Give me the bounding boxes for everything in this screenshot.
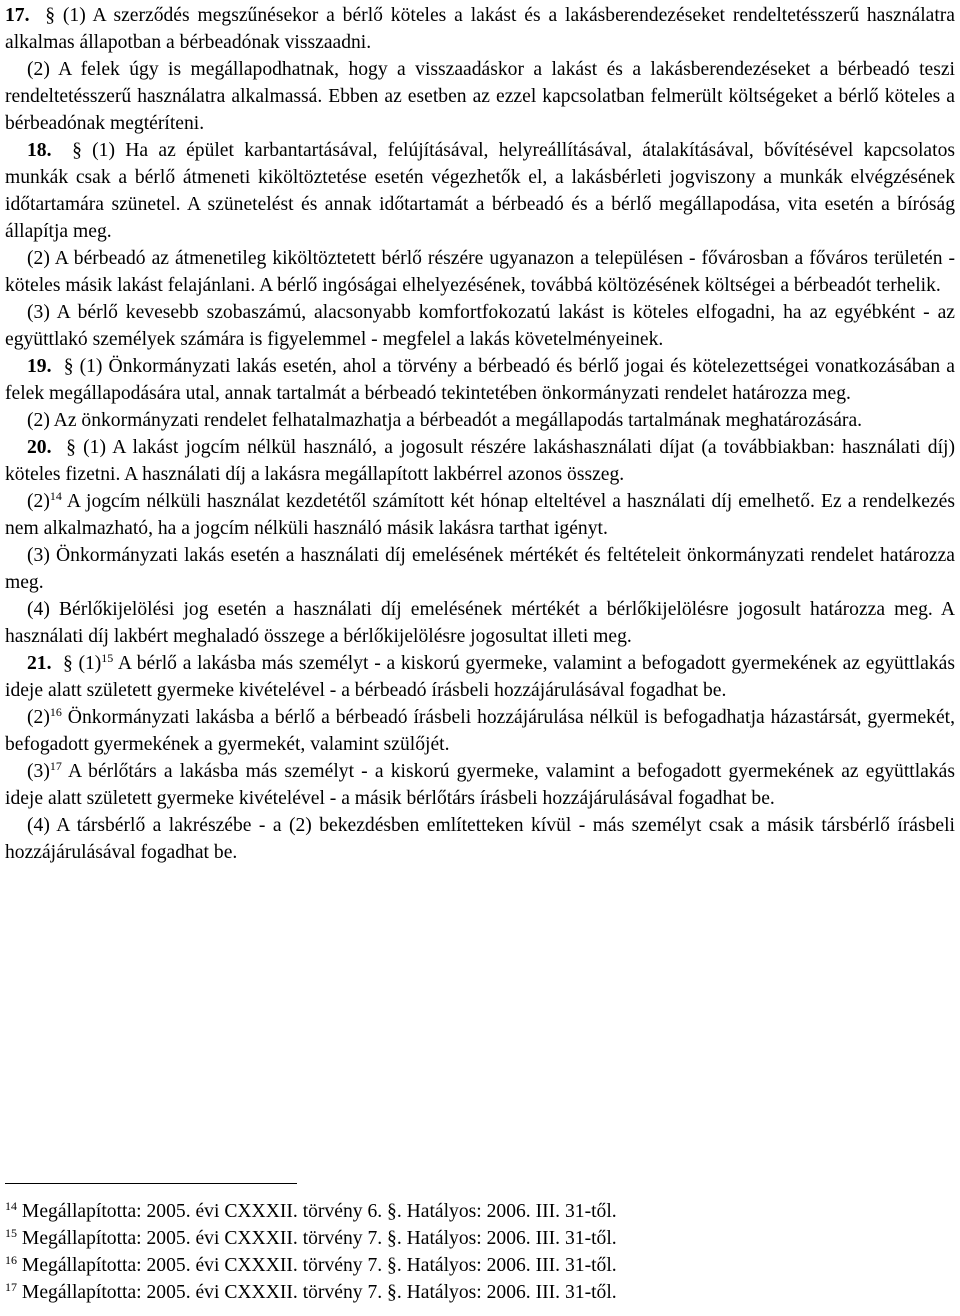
footnote-number: 14 bbox=[5, 1199, 17, 1213]
paragraph-text: (1) A lakást jogcím nélkül használó, a jogosult részére lakáshasználati díjat (a továbbiakban: használati díj) köteles fizetni. A használati díj a lakásra megállapított lakbérrel azonos összeg. bbox=[5, 437, 956, 485]
footnote-separator bbox=[5, 1183, 297, 1184]
section-21-paragraph-2 bbox=[5, 704, 955, 758]
paragraph-text: (3) Önkormányzati lakás esetén a használati díj emelésének mértékét és feltételeit önkormányzati rendelet határozza meg. bbox=[5, 545, 955, 593]
footnote-number: 16 bbox=[5, 1253, 17, 1267]
section-21-paragraph-3 bbox=[5, 758, 955, 812]
section-number: 20. bbox=[27, 437, 52, 458]
section-20-paragraph-2 bbox=[5, 488, 955, 542]
footnote-reference[interactable]: 14 bbox=[49, 489, 62, 503]
paragraph-prefix: (2) bbox=[27, 707, 50, 728]
section-21-paragraph-4 bbox=[5, 812, 955, 866]
paragraph-text: A jogcím nélküli használat kezdetétől számított két hónap elteltével a használati díj emelhető. Ez a rendelkezés nem alkalmazható, ha a jogcím nélküli használó másik lakásra tarthat igényt. bbox=[5, 491, 955, 539]
footnote-reference[interactable]: 16 bbox=[49, 705, 62, 719]
paragraph-text: Önkormányzati lakásba a bérlő a bérbeadó írásbeli hozzájárulása nélkül is befogadhatja házastársát, gyermekét, befogadott gyermekének a gyermekét, valamint szülőjét. bbox=[5, 707, 955, 755]
footnote-reference[interactable]: 17 bbox=[49, 759, 62, 773]
section-number: 19. bbox=[27, 356, 52, 377]
footnote-text: Megállapította: 2005. évi CXXXII. törvény 7. §. Hatályos: 2006. III. 31-től. bbox=[17, 1228, 617, 1249]
section-sign: § bbox=[45, 5, 56, 26]
section-19-paragraph-1 bbox=[5, 353, 955, 407]
footnote-number: 17 bbox=[5, 1280, 17, 1294]
paragraph-prefix: (1) bbox=[72, 653, 102, 674]
footnote-16 bbox=[5, 1252, 955, 1279]
section-sign: § bbox=[62, 653, 73, 674]
paragraph-text: (1) Önkormányzati lakás esetén, ahol a törvény a bérbeadó és bérlő jogai és kötelezettségei vonatkozásában a felek megállapodására utal, annak tartalmát a bérbeadó tekintetében önkormányzati rendelet határozza meg. bbox=[5, 356, 955, 404]
section-20-paragraph-3 bbox=[5, 542, 955, 596]
footnote-text: Megállapította: 2005. évi CXXXII. törvény 7. §. Hatályos: 2006. III. 31-től. bbox=[17, 1255, 617, 1276]
section-sign: § bbox=[63, 356, 74, 377]
section-number: 18. bbox=[27, 140, 52, 161]
section-20-paragraph-1 bbox=[5, 434, 955, 488]
footnote-number: 15 bbox=[5, 1226, 17, 1240]
section-number: 21. bbox=[27, 653, 52, 674]
paragraph-prefix: (3) bbox=[27, 761, 50, 782]
section-18-paragraph-3 bbox=[5, 299, 955, 353]
paragraph-text: (2) A felek úgy is megállapodhatnak, hogy a visszaadáskor a lakást és a lakásberendezéseket a bérbeadó teszi rendeltetésszerű használatra alkalmassá. Ebben az esetben az ezzel kapcsolatban felmerült költségeket a bérlő köteles a bérbeadónak megtéríteni. bbox=[5, 59, 955, 134]
section-17-paragraph-1 bbox=[5, 2, 955, 56]
section-sign: § bbox=[72, 140, 82, 161]
footnote-text: Megállapította: 2005. évi CXXXII. törvény 7. §. Hatályos: 2006. III. 31-től. bbox=[17, 1282, 617, 1303]
section-21-paragraph-1 bbox=[5, 650, 955, 704]
footnote-17 bbox=[5, 1279, 955, 1306]
footnote-reference[interactable]: 15 bbox=[101, 651, 114, 665]
footnote-15 bbox=[5, 1225, 955, 1252]
paragraph-text: (2) A bérbeadó az átmenetileg kiköltöztetett bérlő részére ugyanazon a településen - fővárosban a főváros területén - köteles másik lakást felajánlani. A bérlő ingóságai elhelyezésének, továbbá költözésének költségei a bérbeadót terhelik. bbox=[5, 248, 955, 296]
document-body bbox=[5, 2, 955, 866]
section-19-paragraph-2 bbox=[5, 407, 955, 434]
paragraph-text: (3) A bérlő kevesebb szobaszámú, alacsonyabb komfortfokozatú lakást is köteles elfogadni, ha az egyébként - az együttlakó személyek számára is figyelemmel - megfelel a lakás követelményeinek. bbox=[5, 302, 955, 350]
section-18-paragraph-2 bbox=[5, 245, 955, 299]
footnote-text: Megállapította: 2005. évi CXXXII. törvény 6. §. Hatályos: 2006. III. 31-től. bbox=[17, 1201, 617, 1222]
paragraph-prefix: (2) bbox=[27, 491, 50, 512]
paragraph-text: (4) A társbérlő a lakrészébe - a (2) bekezdésben említetteken kívül - más személyt csak a másik társbérlő írásbeli hozzájárulásával fogadhat be. bbox=[5, 815, 955, 863]
paragraph-text: A bérlő a lakásba más személyt - a kiskorú gyermeke, valamint a befogadott gyermekének az együttlakás ideje alatt született gyermeke kivételével - a bérbeadó írásbeli hozzájárulásával fogadhat be. bbox=[5, 653, 955, 701]
footnote-14 bbox=[5, 1198, 955, 1225]
paragraph-text: (1) Ha az épület karbantartásával, felújításával, helyreállításával, átalakításával, bővítésével kapcsolatos munkák csak a bérlő átmeneti kiköltöztetése esetén végezhetők el, a lakásbérleti jogviszony a munkák elvégzésének időtartamára szünetel. A szünetelést és annak időtartamát a bérbeadó és a bérlő megállapodása, vita esetén a bíróság állapítja meg. bbox=[5, 140, 955, 242]
paragraph-text: (1) A szerződés megszűnésekor a bérlő köteles a lakást és a lakásberendezéseket rendeltetésszerű használatra alkalmas állapotban a bérbeadónak visszaadni. bbox=[5, 5, 955, 53]
section-18-paragraph-1 bbox=[5, 137, 955, 245]
paragraph-text: A bérlőtárs a lakásba más személyt - a kiskorú gyermeke, valamint a befogadott gyermekének az együttlakás ideje alatt született gyermeke kivételével - a másik bérlőtárs írásbeli hozzájárulásával fogadhat be. bbox=[5, 761, 955, 809]
section-sign: § bbox=[66, 437, 76, 458]
section-17-paragraph-2 bbox=[5, 56, 955, 137]
paragraph-text: (4) Bérlőkijelölési jog esetén a használati díj emelésének mértékét a bérlőkijelölésre jogosult határozza meg. A használati díj lakbért meghaladó összege a bérlőkijelölésre jogosultat illeti meg. bbox=[5, 599, 955, 647]
paragraph-text: (2) Az önkormányzati rendelet felhatalmazhatja a bérbeadót a megállapodás tartalmának meghatározására. bbox=[27, 410, 863, 431]
footnotes bbox=[5, 1183, 955, 1306]
section-number: 17. bbox=[5, 5, 30, 26]
section-20-paragraph-4 bbox=[5, 596, 955, 650]
